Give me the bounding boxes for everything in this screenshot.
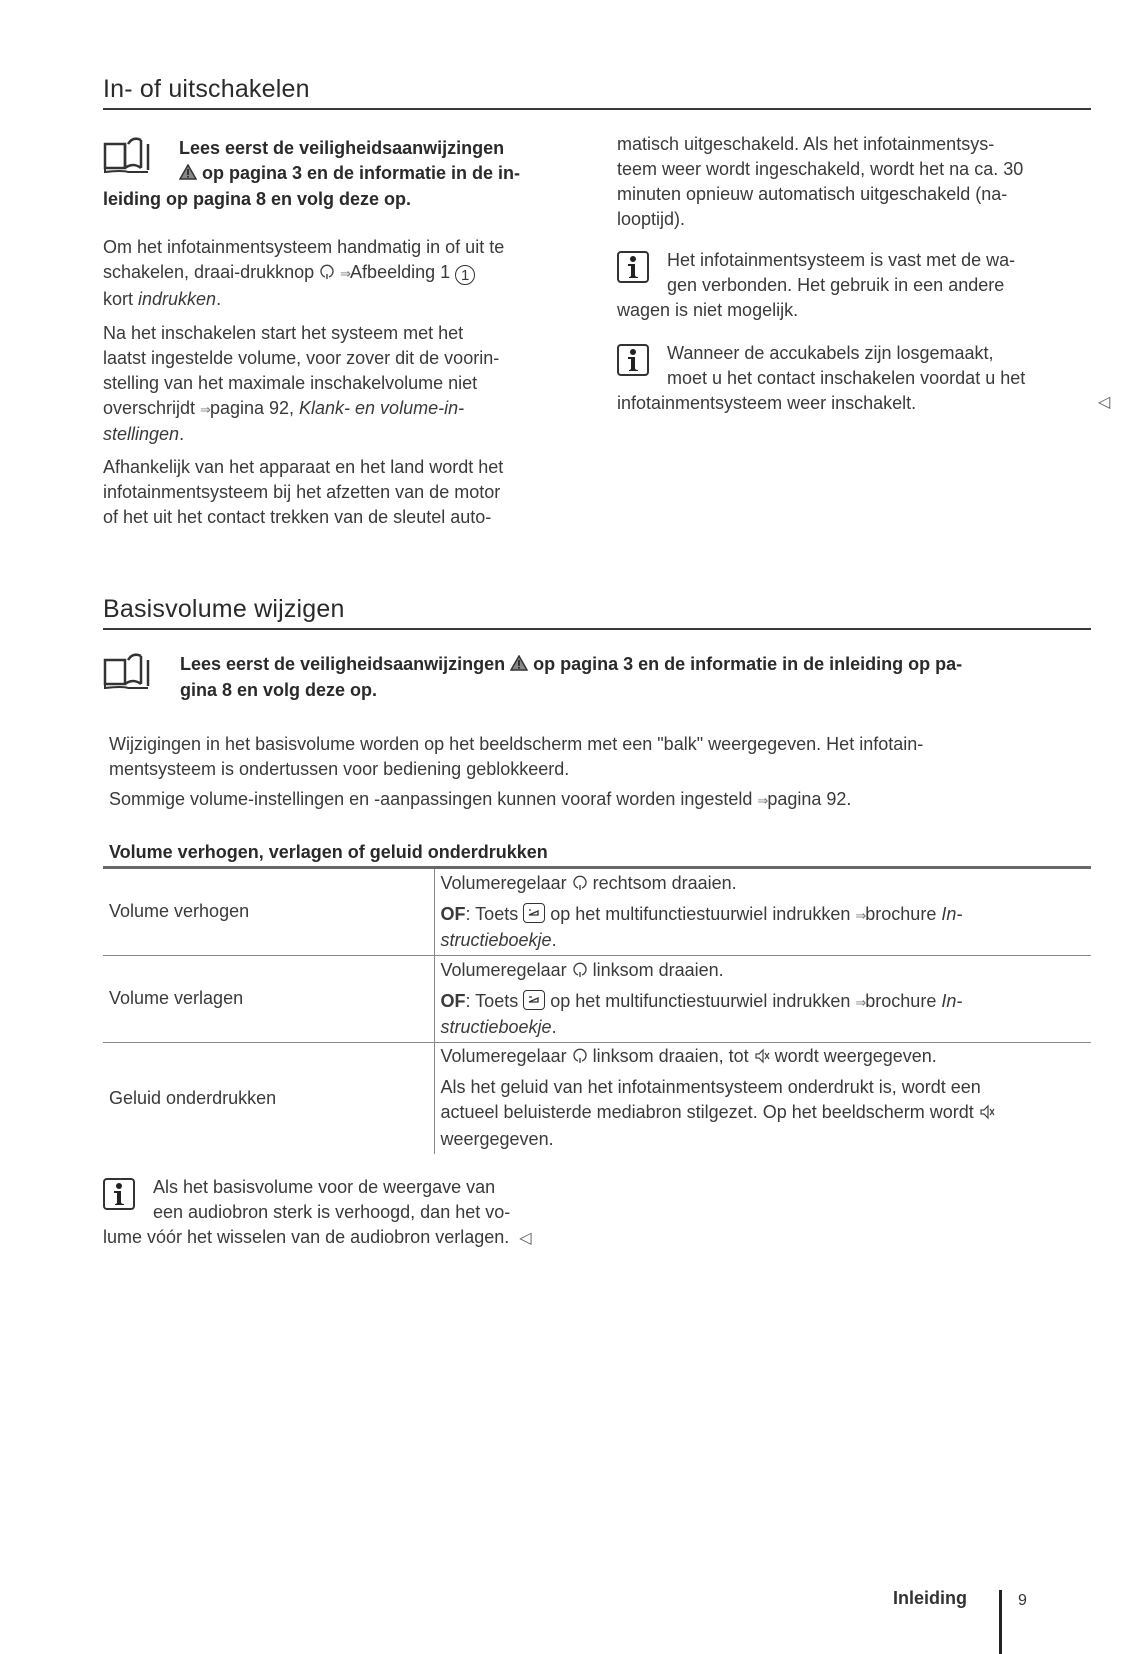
info-note-audio-source [103, 1175, 623, 1251]
text: lume vóór het wisselen van de audiobron verlagen. [103, 1227, 510, 1247]
safety-note-line [180, 652, 1093, 678]
section-end-marker: ◁ [519, 1230, 532, 1247]
book-icon [103, 652, 159, 696]
text-line [109, 787, 1099, 813]
rotary-knob-icon [572, 1046, 588, 1071]
text: op het multifunctiestuurwiel indrukken [545, 990, 856, 1011]
volume-table [103, 869, 1091, 1154]
safety-note [103, 136, 583, 212]
safety-note-line [179, 161, 583, 187]
text: : Toets [465, 903, 524, 924]
paragraph-auto-shutdown [103, 455, 583, 530]
row-label: Geluid onderdrukken [109, 1087, 277, 1108]
text-line [441, 989, 1092, 1015]
text-line: matisch uitgeschakeld. Als het infotainmentsys- [617, 134, 995, 154]
row-label: Volume verlagen [103, 955, 434, 1042]
text-line: Het infotainmentsysteem is vast met de wa- [667, 250, 1016, 270]
text: rechtsom draaien. [587, 872, 737, 893]
text-line: looptijd). [617, 209, 686, 229]
safety-note-line: leiding op pagina 8 en volg deze op. [103, 189, 412, 209]
text: Lees eerst de veiligheidsaanwijzingen [180, 654, 511, 674]
text: actueel beluisterde mediabron stilgezet. Op het beeldscherm wordt [440, 1102, 979, 1123]
text-line: infotainmentsysteem bij het afzetten van de motor [103, 482, 501, 502]
text-line: minuten opnieuw automatisch uitgeschakeld (na- [617, 184, 1008, 204]
text: In- [941, 903, 963, 924]
text: . [551, 929, 557, 950]
warning-triangle-icon [179, 162, 197, 187]
text-line: Wanneer de accukabels zijn losgemaakt, [667, 343, 994, 363]
text: schakelen, draai-drukknop [103, 262, 320, 282]
text-line: een audiobron sterk is verhoogd, dan het vo- [153, 1202, 511, 1222]
text: op pagina 3 en de informatie in de inleiding op pa- [528, 654, 963, 674]
safety-note-line: gina 8 en volg deze op. [180, 680, 378, 700]
text-line: infotainmentsysteem weer inschakelt. [617, 393, 917, 413]
text: linksom draaien, tot [587, 1046, 754, 1067]
or-label: OF [440, 990, 466, 1011]
text-line: of het uit het contact trekken van de sleutel auto- [103, 507, 492, 527]
text-line: stelling van het maximale inschakelvolume niet [103, 373, 478, 393]
text: Volumeregelaar [440, 959, 572, 980]
text-line: Als het basisvolume voor de weergave van [153, 1177, 496, 1197]
text-line: Om het infotainmentsysteem handmatig in of uit te [103, 237, 505, 257]
text-line: laatst ingestelde volume, voor zover dit de voorin- [103, 348, 500, 368]
text-line [103, 422, 583, 447]
text: . [179, 424, 185, 444]
cross-reference-arrow-icon: ⇒ [200, 402, 210, 417]
text: indrukken [138, 289, 217, 309]
text: In- [941, 990, 963, 1011]
row-label: Volume verhogen [103, 869, 434, 955]
mute-speaker-icon [979, 1102, 995, 1127]
info-icon [617, 344, 649, 376]
text-line [441, 958, 1092, 985]
text: overschrijdt [103, 398, 201, 418]
paragraph-manual-switch [103, 235, 583, 312]
table-row [103, 869, 1091, 955]
text-line [441, 1100, 1092, 1127]
text: : Toets [465, 990, 524, 1011]
text-line [441, 928, 1092, 953]
figure-link[interactable]: Afbeelding 1 [350, 262, 456, 282]
text: brochure [865, 990, 942, 1011]
cross-reference-arrow-icon: ⇒ [757, 793, 768, 808]
section-rule [103, 108, 1091, 110]
text: Volumeregelaar [440, 872, 572, 893]
text-line: Na het inschakelen start het systeem met het [103, 323, 464, 343]
text: Sommige volume-instellingen en -aanpassingen kunnen vooraf worden ingesteld [109, 789, 758, 809]
text-line: teem weer wordt ingeschakeld, wordt het na ca. 30 [617, 159, 1024, 179]
paragraph-auto-shutdown-continued [617, 132, 1097, 232]
text: . [551, 1016, 557, 1037]
rotary-knob-icon [572, 960, 588, 985]
warning-triangle-icon [510, 653, 528, 678]
table-row [103, 1042, 1091, 1154]
text-line: Wijzigingen in het basisvolume worden op het beeldscherm met een "balk" weergegeven. Het infotain- [109, 734, 924, 754]
mute-speaker-icon [754, 1046, 770, 1071]
section-rule [103, 628, 1091, 630]
volume-down-key-icon [523, 990, 545, 1010]
row-description [434, 955, 1091, 1042]
text: wordt weergegeven. [769, 1046, 937, 1067]
rotary-knob-icon [572, 873, 588, 898]
text-line [441, 902, 1092, 928]
section-title-in-of-uitschakelen: In- of uitschakelen [103, 75, 310, 103]
section-title-basisvolume-wijzigen: Basisvolume wijzigen [103, 595, 345, 623]
text: op het multifunctiestuurwiel indrukken [545, 903, 856, 924]
text: structieboekje [440, 1016, 552, 1037]
text: Volumeregelaar [440, 1046, 572, 1067]
info-icon [103, 1178, 135, 1210]
text-line: mentsysteem is ondertussen voor bediening geblokkeerd. [109, 759, 570, 779]
text-line: weergegeven. [440, 1129, 554, 1150]
cross-reference-arrow-icon: ⇒ [340, 266, 351, 281]
page-link[interactable]: pagina 92, [209, 398, 300, 418]
text: stellingen [103, 424, 180, 444]
text-line [103, 1225, 623, 1251]
info-note-battery-cables [617, 341, 1097, 416]
text-line [441, 1015, 1092, 1040]
paragraph-startup-volume [103, 321, 583, 447]
text-line [441, 871, 1092, 898]
row-description [434, 869, 1091, 955]
text-line [103, 396, 583, 422]
volume-up-key-icon [523, 903, 545, 923]
page-number: 9 [1018, 1592, 1027, 1609]
row-description [434, 1042, 1091, 1154]
safety-note [103, 652, 1093, 703]
text: Klank- en volume-in- [299, 398, 465, 418]
text: brochure [865, 903, 942, 924]
text-line [103, 287, 583, 312]
rotary-knob-icon [319, 262, 335, 287]
section-end-marker: ◁ [1098, 394, 1111, 411]
footer-divider [999, 1590, 1002, 1654]
text-line: Afhankelijk van het apparaat en het land wordt het [103, 457, 504, 477]
text: kort [103, 289, 139, 309]
text: structieboekje [440, 929, 552, 950]
callout-number: 1 [455, 265, 475, 285]
paragraph-volume-changes [109, 732, 1099, 813]
book-icon [103, 136, 159, 180]
text-line: moet u het contact inschakelen voordat u het [667, 368, 1026, 388]
table-row [103, 955, 1091, 1042]
footer-chapter-label: Inleiding [893, 1588, 967, 1608]
text-line: Als het geluid van het infotainmentsysteem onderdrukt is, wordt een [440, 1077, 981, 1098]
cross-reference-arrow-icon: ⇒ [855, 907, 866, 923]
text-line [441, 1044, 1092, 1071]
or-label: OF [440, 903, 466, 924]
text: . [216, 289, 222, 309]
text-line: wagen is niet mogelijk. [617, 300, 799, 320]
text: linksom draaien. [587, 959, 724, 980]
safety-note-text: op pagina 3 en de informatie in de in- [197, 163, 521, 183]
info-icon [617, 251, 649, 283]
safety-note-line: Lees eerst de veiligheidsaanwijzingen [179, 138, 505, 158]
table-title: Volume verhogen, verlagen of geluid onderdrukken [109, 842, 548, 862]
cross-reference-arrow-icon: ⇒ [855, 994, 866, 1010]
text-line [103, 260, 583, 287]
page-link[interactable]: pagina 92. [767, 789, 852, 809]
text-line: gen verbonden. Het gebruik in een andere [667, 275, 1005, 295]
info-note-vehicle-bound [617, 248, 1097, 323]
